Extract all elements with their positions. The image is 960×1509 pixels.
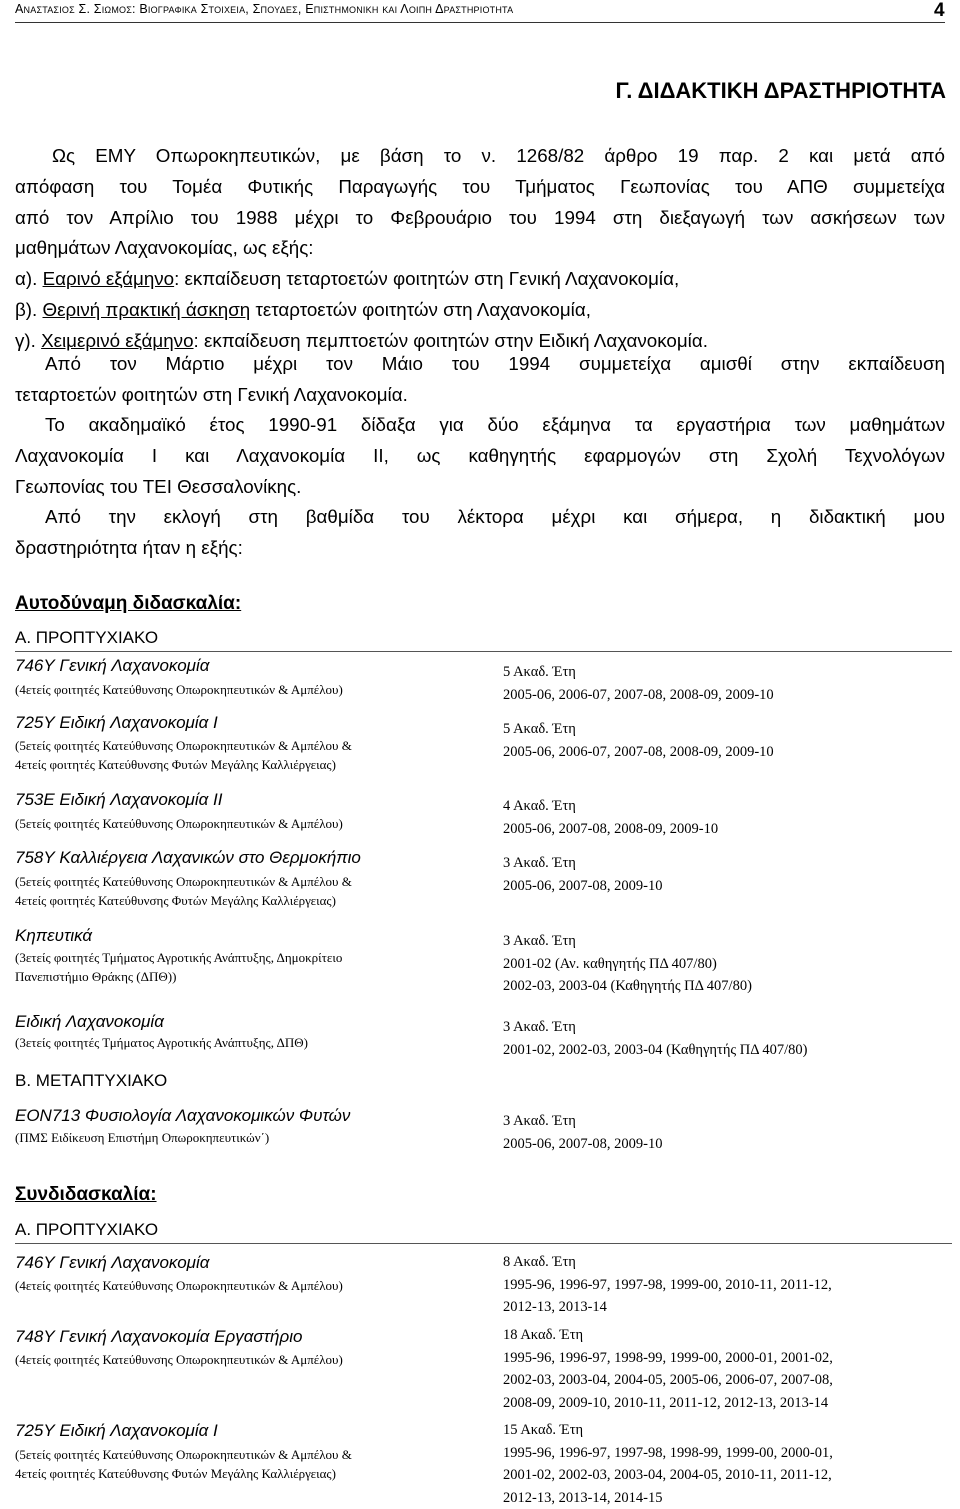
running-header: Αναστασιος Σ. Σιωμος: Βιογραφικα Στοιχεια, Σπουδες, Επιστημονικη και Λοιπη Δραστηριοτητα [15, 2, 514, 16]
course-note: (5ετείς φοιτητές Κατεύθυνσης Οπωροκηπευτικών & Αμπέλου & 4ετείς φοιτητές Κατεύθυνσης Φυτών Μεγάλης Καλλιέργειας) [15, 874, 352, 908]
course-years: 3 Ακαδ. Έτη 2005-06, 2007-08, 2009-10 [503, 855, 663, 894]
intro-line: Ως ΕΜΥ Οπωροκηπευτικών, με βάση το ν. 1268/82 άρθρο 19 παρ. 2 και μετά από [52, 145, 945, 166]
category-divider [15, 1243, 952, 1244]
course-note: (4ετείς φοιτητές Κατεύθυνσης Οπωροκηπευτικών & Αμπέλου) [15, 1278, 343, 1293]
course-title: ΕΟΝ713 Φυσιολογία Λαχανοκομικών Φυτών [15, 1106, 351, 1125]
activities-list [15, 264, 945, 356]
course-years: 18 Ακαδ. Έτη 1995-96, 1996-97, 1998-99, 1999-00, 2000-01, 2001-02, 2002-03, 2003-04, 2004-05, 2005-06, 2006-07, 2007-08, 2008-09, 2009-10, 2010-11, 2011-12, 2012-13, 2013-14 [503, 1327, 833, 1411]
course-years: 5 Ακαδ. Έτη 2005-06, 2006-07, 2007-08, 2008-09, 2009-10 [503, 664, 774, 703]
course-title: Ειδική Λαχανοκομία [15, 1012, 164, 1031]
course-years: 3 Ακαδ. Έτη 2001-02, 2002-03, 2003-04 (Καθηγητής ΠΔ 407/80) [503, 1019, 808, 1058]
activity-item: β). Θερινή πρακτική άσκηση τεταρτοετών φοιτητών στη Λαχανοκομία, [15, 298, 591, 320]
course-title: 725Υ Ειδική Λαχανοκομία Ι [15, 1421, 218, 1440]
paragraph-2: Από τον Μάρτιο μέχρι τον Μάιο του 1994 συμμετείχα αμισθί στην εκπαίδευση τεταρτοετών φοιτητών στη Γενική Λαχανοκομία. [15, 353, 945, 405]
course-title: 746Υ Γενική Λαχανοκομία [15, 1253, 210, 1272]
intro-line: από τον Απρίλιο του 1988 μέχρι το Φεβρουάριο του 1994 στη διεξαγωγή των ασκήσεων των [15, 206, 945, 228]
activity-term: Χειμερινό εξάμηνο [41, 329, 194, 351]
course-title: 748Υ Γενική Λαχανοκομία Εργαστήριο [15, 1327, 303, 1346]
undergrad-label: Α. ΠΡΟΠΤΥΧΙΑΚΟ [15, 628, 159, 647]
paragraph-3: Το ακαδημαϊκό έτος 1990-91 δίδαξα για δύο εξάμηνα τα εργαστήρια των μαθημάτων Λαχανοκομία Ι και Λαχανοκομία ΙΙ, ως καθηγητής εφαρμογών στη Σχολή Τεχνολόγων Γεωπονίας του ΤΕΙ Θεσσαλονίκης. [15, 414, 945, 497]
activity-term: Θερινή πρακτική άσκηση [42, 298, 251, 320]
course-note: (3ετείς φοιτητές Τμήματος Αγροτικής Ανάπτυξης, Δημοκρίτειο Πανεπιστήμιο Θράκης (ΔΠΘ)) [15, 950, 343, 984]
course-years: 5 Ακαδ. Έτη 2005-06, 2006-07, 2007-08, 2008-09, 2009-10 [503, 721, 774, 760]
course-title: 746Υ Γενική Λαχανοκομία [15, 656, 210, 675]
activity-item: γ). Χειμερινό εξάμηνο: εκπαίδευση πεμπτοετών φοιτητών στην Ειδική Λαχανοκομία. [15, 329, 708, 351]
course-years: 15 Ακαδ. Έτη 1995-96, 1996-97, 1997-98, 1998-99, 1999-00, 2000-01, 2001-02, 2002-03, 2003-04, 2004-05, 2010-11, 2011-12, 2012-13, 2013-14, 2014-15 [503, 1422, 833, 1506]
course-title: 725Υ Ειδική Λαχανοκομία Ι [15, 713, 218, 732]
page-number: 4 [934, 0, 945, 21]
course-years: 4 Ακαδ. Έτη 2005-06, 2007-08, 2008-09, 2009-10 [503, 798, 719, 837]
postgrad-label: Β. ΜΕΤΑΠΤΥΧΙΑΚΟ [15, 1071, 168, 1090]
course-note: (4ετείς φοιτητές Κατεύθυνσης Οπωροκηπευτικών & Αμπέλου) [15, 1352, 343, 1367]
undergrad-label: Α. ΠΡΟΠΤΥΧΙΑΚΟ [15, 1220, 159, 1239]
header-divider [15, 22, 945, 23]
coteaching-heading: Συνδιδασκαλία: [15, 1184, 157, 1205]
intro-paragraph [15, 141, 945, 264]
course-title: 758Υ Καλλιέργεια Λαχανικών στο Θερμοκήπιο [15, 848, 361, 867]
course-note: (5ετείς φοιτητές Κατεύθυνσης Οπωροκηπευτικών & Αμπέλου) [15, 816, 343, 831]
course-note: (5ετείς φοιτητές Κατεύθυνσης Οπωροκηπευτικών & Αμπέλου & 4ετείς φοιτητές Κατεύθυνσης Φυτών Μεγάλης Καλλιέργειας) [15, 738, 352, 772]
course-note: (5ετείς φοιτητές Κατεύθυνσης Οπωροκηπευτικών & Αμπέλου & 4ετείς φοιτητές Κατεύθυνσης Φυτών Μεγάλης Καλλιέργειας) [15, 1447, 352, 1481]
course-note: (ΠΜΣ Ειδίκευση Επιστήμη Οπωροκηπευτικών΄) [15, 1130, 270, 1145]
course-note: (3ετείς φοιτητές Τμήματος Αγροτικής Ανάπτυξης, ΔΠΘ) [15, 1035, 308, 1050]
intro-line: απόφαση του Τομέα Φυτικής Παραγωγής του Τμήματος Γεωπονίας του ΑΠΘ συμμετείχα [15, 175, 945, 197]
activity-item: α). Εαρινό εξάμηνο: εκπαίδευση τεταρτοετών φοιτητών στη Γενική Λαχανοκομία, [15, 268, 680, 289]
section-title: Γ. ΔΙΔΑΚΤΙΚΗ ΔΡΑΣΤΗΡΙΟΤΗΤΑ [615, 78, 946, 103]
course-title: Κηπευτικά [15, 926, 93, 945]
category-divider [15, 651, 952, 652]
paragraph-4: Από την εκλογή στη βαθμίδα του λέκτορα μέχρι και σήμερα, η διδακτική μου δραστηριότητα ήταν η εξής: [15, 506, 945, 558]
course-years: 3 Ακαδ. Έτη 2005-06, 2007-08, 2009-10 [503, 1113, 663, 1152]
course-years: 8 Ακαδ. Έτη 1995-96, 1996-97, 1997-98, 1999-00, 2010-11, 2011-12, 2012-13, 2013-14 [503, 1254, 832, 1315]
course-title: 753Ε Ειδική Λαχανοκομία ΙΙ [15, 790, 223, 809]
intro-line: μαθημάτων Λαχανοκομίας, ως εξής: [15, 237, 314, 259]
independent-teaching-heading: Αυτοδύναμη διδασκαλία: [15, 593, 242, 614]
course-note: (4ετείς φοιτητές Κατεύθυνσης Οπωροκηπευτικών & Αμπέλου) [15, 682, 343, 697]
course-years: 3 Ακαδ. Έτη 2001-02 (Αν. καθηγητής ΠΔ 407/80) 2002-03, 2003-04 (Καθηγητής ΠΔ 407/80) [503, 933, 752, 994]
activity-term: Εαρινό εξάμηνο [42, 268, 175, 289]
